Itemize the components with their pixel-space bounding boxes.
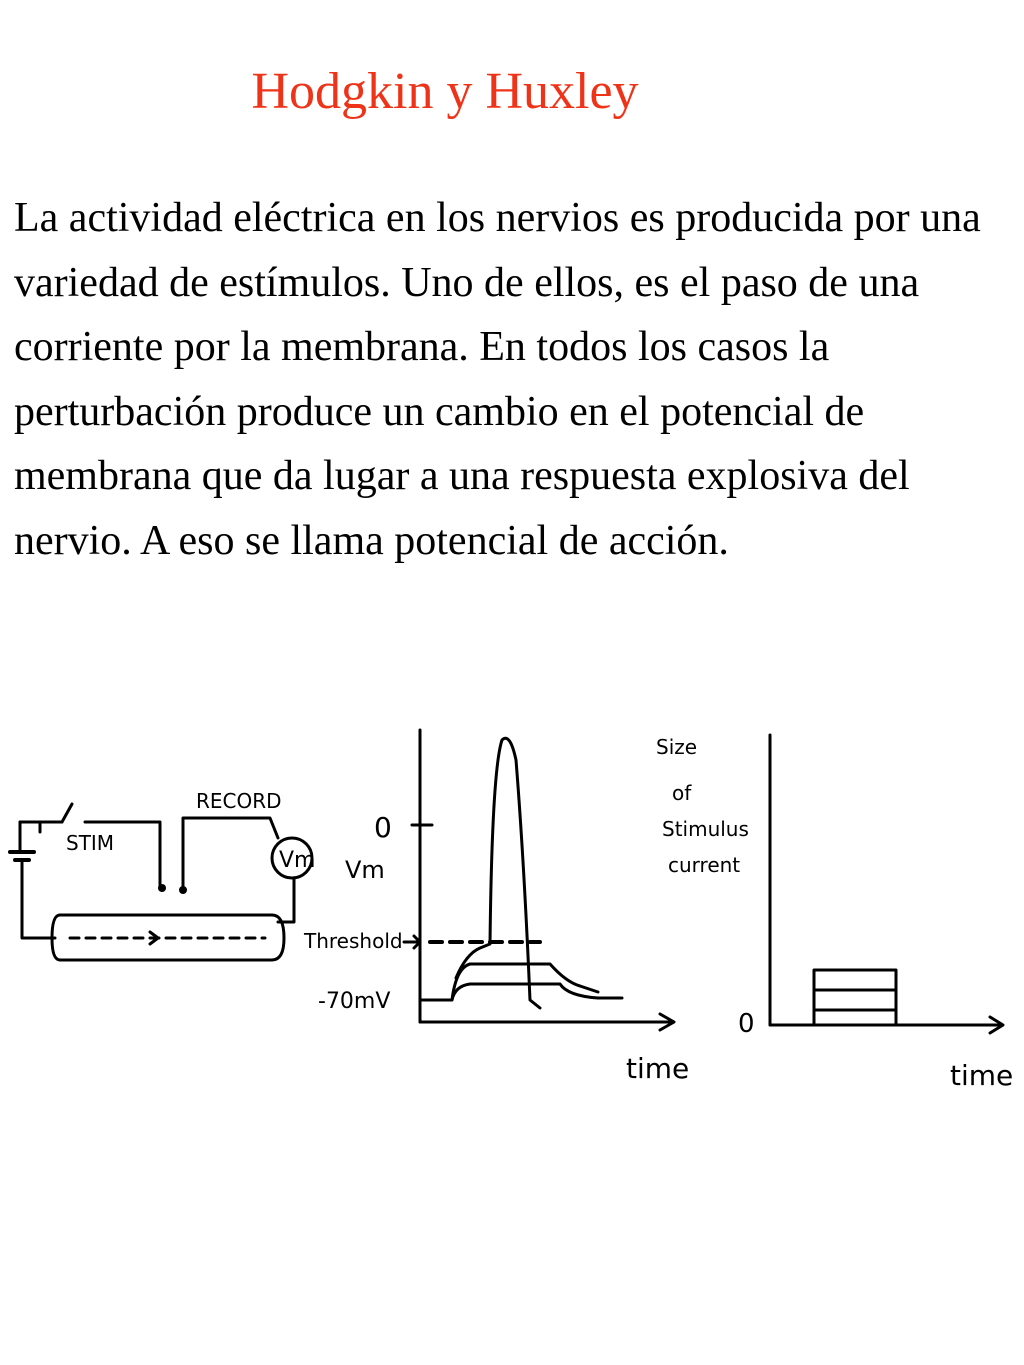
time-axis-label: time	[626, 1052, 690, 1085]
stimulus-axis-label	[656, 735, 755, 877]
circuit-wire-left-upper	[20, 822, 40, 832]
stimulus-circuit	[10, 804, 166, 938]
threshold-label: Threshold	[304, 929, 403, 953]
stimulus-label-line-3: Stimulus	[662, 817, 749, 841]
stimulus-label-line-1: Size	[656, 735, 698, 759]
vm-axis-label: Vm	[345, 856, 385, 884]
membrane-potential-plot	[303, 730, 689, 1085]
zero-label: 0	[374, 811, 392, 844]
stimulus-label-line-2: of	[672, 781, 692, 805]
record-wire-right	[278, 878, 294, 922]
stimulus-current-plot	[656, 735, 1013, 1092]
stimulus-zero-label: 0	[738, 1009, 755, 1039]
hand-drawn-diagram	[0, 710, 1024, 1130]
record-wire-top	[183, 818, 278, 888]
recording-circuit	[179, 789, 315, 922]
rest-potential-label: -70mV	[318, 989, 391, 1014]
circuit-wire-left-lower	[22, 862, 55, 938]
stim-label: STIM	[66, 831, 115, 855]
record-electrode-tip	[179, 886, 187, 894]
slide-body-text: La actividad eléctrica en los nervios es producida por una variedad de estímulos. Uno de ellos, es el paso de una corriente por la membrana. En todos los casos la perturbación produce un cambio en el potencial de membrana que da lugar a una respuesta explosiva del nervio. A eso se llama potencial de acción.	[14, 195, 981, 564]
stim-electrode-tip	[158, 884, 166, 892]
slide-title: Hodgkin y Huxley	[251, 63, 639, 120]
stim-switch-lever	[62, 804, 72, 822]
stimulus-pulse-large	[814, 970, 896, 990]
stimulus-pulse-small	[814, 1010, 896, 1025]
record-label: RECORD	[196, 789, 282, 813]
voltmeter-label: Vm	[279, 848, 316, 873]
stimulus-pulse-medium	[814, 990, 896, 1010]
subthreshold-response-small	[420, 984, 622, 1000]
axon-tube	[52, 915, 284, 960]
action-potential-figure	[0, 710, 1024, 1130]
stimulus-time-label: time	[950, 1059, 1014, 1092]
action-potential-spike	[456, 738, 540, 1008]
stimulus-label-line-4: current	[668, 853, 741, 877]
threshold-arrow	[404, 936, 420, 948]
